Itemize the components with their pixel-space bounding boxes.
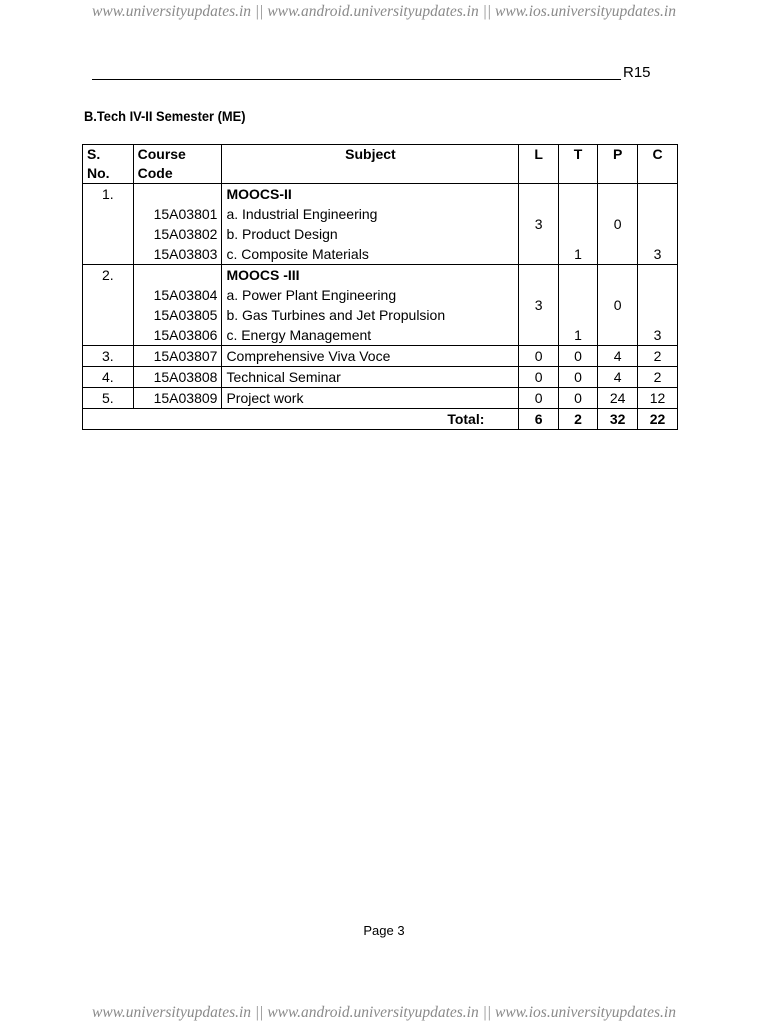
semester-title: B.Tech IV-II Semester (ME)	[84, 108, 246, 124]
row-l: 0	[519, 367, 558, 388]
row-t: 1	[558, 184, 597, 265]
row-t: 1	[558, 265, 597, 346]
header-t: T	[558, 145, 597, 184]
row-p: 4	[598, 346, 638, 367]
row-t: 0	[558, 388, 597, 409]
row-subject: Comprehensive Viva Voce	[222, 346, 519, 367]
course-table	[82, 144, 678, 430]
group-title: MOOCS -III	[226, 267, 300, 283]
total-l: 6	[519, 409, 558, 430]
row-subject: Project work	[222, 388, 519, 409]
row-course-code: 15A03809	[133, 388, 222, 409]
row-t: 0	[558, 346, 597, 367]
table-row	[83, 265, 678, 346]
row-course-codes: 15A03804 15A03805 15A03806	[133, 265, 222, 346]
header-l: L	[519, 145, 558, 184]
row-subjects: MOOCS-II a. Industrial Engineering b. Product Design c. Composite Materials	[222, 184, 519, 265]
header-subject: Subject	[222, 145, 519, 184]
header-code-line1: Course	[137, 146, 186, 162]
row-l: 0	[519, 388, 558, 409]
regulation-label: R15	[623, 64, 651, 81]
watermark-bottom: www.universityupdates.in || www.android.universityupdates.in || www.ios.universityupdates.in	[92, 1004, 676, 1021]
row-l: 3	[519, 265, 558, 346]
header-p: P	[598, 145, 638, 184]
row-subject: Technical Seminar	[222, 367, 519, 388]
row-p: 0	[598, 265, 638, 346]
table-row	[83, 388, 678, 409]
row-c: 2	[638, 346, 678, 367]
total-label: Total:	[83, 409, 519, 430]
row-course-codes: 15A03801 15A03802 15A03803	[133, 184, 222, 265]
row-sno: 5.	[83, 388, 134, 409]
page-number: Page 3	[363, 923, 405, 938]
row-course-code: 15A03807	[133, 346, 222, 367]
header-course-code	[133, 145, 222, 184]
row-c: 2	[638, 367, 678, 388]
header-c: C	[638, 145, 678, 184]
table-row	[83, 346, 678, 367]
row-course-code: 15A03808	[133, 367, 222, 388]
row-c: 12	[638, 388, 678, 409]
total-c: 22	[638, 409, 678, 430]
table-row	[83, 184, 678, 265]
row-sno: 4.	[83, 367, 134, 388]
row-subjects: MOOCS -III a. Power Plant Engineering b. Gas Turbines and Jet Propulsion c. Energy Management	[222, 265, 519, 346]
row-sno: 3.	[83, 346, 134, 367]
total-p: 32	[598, 409, 638, 430]
total-t: 2	[558, 409, 597, 430]
row-p: 4	[598, 367, 638, 388]
header-sno	[83, 145, 134, 184]
row-c: 3	[638, 184, 678, 265]
row-c: 3	[638, 265, 678, 346]
watermark-top: www.universityupdates.in || www.android.universityupdates.in || www.ios.universityupdates.in	[92, 3, 676, 20]
total-row	[83, 409, 678, 430]
row-l: 0	[519, 346, 558, 367]
row-p: 24	[598, 388, 638, 409]
row-t: 0	[558, 367, 597, 388]
table-row	[83, 367, 678, 388]
header-sno-line1: S.	[87, 146, 101, 162]
row-sno: 1.	[83, 184, 134, 265]
header-code-line2: Code	[137, 165, 173, 181]
header-sno-line2: No.	[87, 165, 110, 181]
row-p: 0	[598, 184, 638, 265]
row-sno: 2.	[83, 265, 134, 346]
table-header-row	[83, 145, 678, 184]
row-l: 3	[519, 184, 558, 265]
group-title: MOOCS-II	[226, 186, 292, 202]
header-rule	[92, 79, 621, 80]
